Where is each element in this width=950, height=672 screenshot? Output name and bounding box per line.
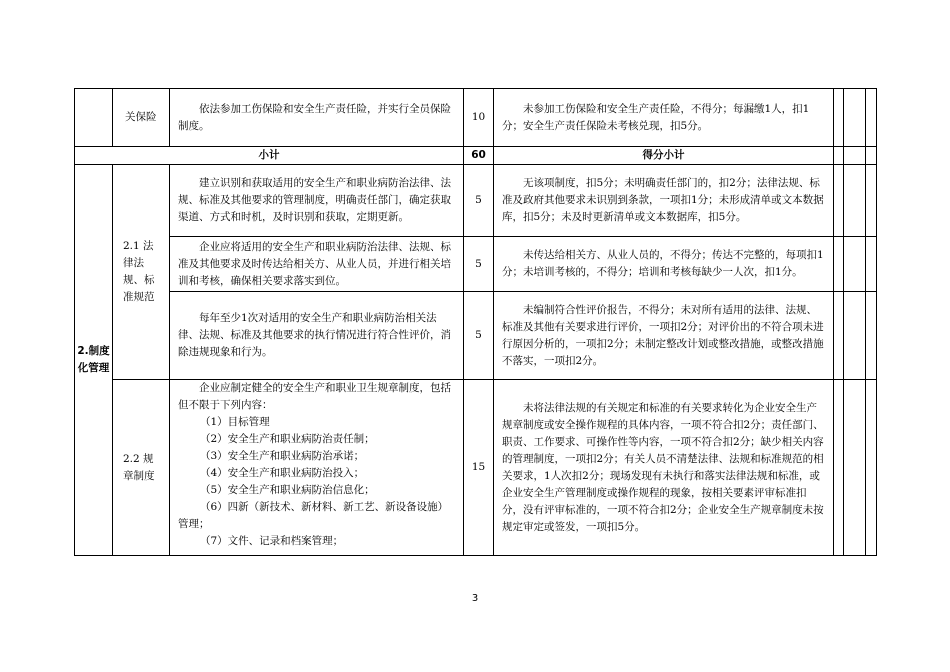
item-name: 关保险 (125, 111, 157, 123)
rules-intro: 企业应制定健全的安全生产和职业卫生规章制度，包括但不限于下列内容： (178, 382, 451, 411)
content-cell (170, 237, 464, 292)
rule-cell (494, 89, 834, 147)
deduct-subtotal-label: 得分小计 (642, 149, 685, 161)
page-number: 3 (471, 593, 479, 604)
content-cell (170, 292, 464, 380)
item-law-label: 2.1 法律法规、标准规范 (123, 240, 155, 303)
content-text: 每年至少1次对适用的安全生产和职业病防治相关法律、法规、标准及其他要求的执行情况进行符合性评价，消除违规现象和行为。 (178, 312, 451, 358)
rule-cell (494, 165, 834, 237)
list-item: （1）目标管理 (200, 416, 270, 428)
blank-cell-1 (834, 147, 844, 165)
table-row-law-2 (75, 237, 877, 292)
table-row-law-3 (75, 292, 877, 380)
content-text: 建立识别和获取适用的安全生产和职业病防治法律、法规、标准及其他要求的管理制度，明确责任部门，确定获取渠道、方式和时机，及时识别和获取，定期更新。 (178, 177, 451, 223)
standards-table (74, 88, 877, 556)
score-value: 5 (475, 257, 482, 270)
blank-cell-2 (844, 380, 866, 556)
rule-cell (494, 292, 834, 380)
item-rules-cell (113, 380, 170, 556)
content-cell (170, 165, 464, 237)
rule-text: 无该项制度，扣5分；未明确责任部门的，扣2分；法律法规、标准及政府其他要求未识别到条款，一项扣1分；未形成清单或文本数据库，扣5分；未及时更新清单或文本数据库，扣5分。 (502, 177, 824, 223)
list-item: （3）安全生产和职业病防治承诺； (200, 450, 365, 462)
score-cell (464, 165, 494, 237)
blank-cell-2 (844, 237, 866, 292)
item-law-cell (113, 165, 170, 380)
blank-cell-1 (834, 89, 844, 147)
blank-cell-2 (844, 147, 866, 165)
score-cell (464, 89, 494, 147)
table-row-insurance (75, 89, 877, 147)
list-item: （6）四新（新技术、新材料、新工艺、新设备设施）管理； (178, 501, 449, 530)
subtotal-score-cell (464, 147, 494, 165)
content-cell (170, 380, 464, 556)
rule-text: 未编制符合性评价报告，不得分；未对所有适用的法律、法规、标准及其他有关要求进行评价，一项扣2分；对评价出的不符合项未进行原因分析的，一项扣2分；未制定整改计划或整改措施，或整改措施不落实，一项扣2分。 (502, 303, 824, 367)
item-name-cell (113, 89, 170, 147)
content-text: 企业应将适用的安全生产和职业病防治法律、法规、标准及其他要求及时传达给相关方、从业人员，并进行相关培训和考核，确保相关要求落实到位。 (178, 240, 451, 287)
table-row-law-1 (75, 165, 877, 237)
rule-text: 未传达给相关方、从业人员的，不得分；传达不完整的，每项扣1分；未培训考核的，不得分；培训和考核每缺少一人次，扣1分。 (502, 249, 824, 278)
deduct-subtotal-cell (494, 147, 834, 165)
rule-text: 未将法律法规的有关规定和标准的有关要求转化为企业安全生产规章制度或安全操作规程的具体内容，一项不符合扣2分；责任部门、职责、工作要求、可操作性等内容，一项不符合扣2分；缺少相关内容的管理制度，一项扣2分；有关人员不清楚法律、法规和标准规范的相关要求，1人次扣2分；现场发现有未执行和落实法律法规和标准，或企业安全生产管理制度或操作规程的现象，按相关要素评审标准扣分，没有评审标准的，一项不符合扣2分；企业安全生产规章制度未按规定审定或签发，一项扣5分。 (502, 401, 824, 533)
blank-cell-1 (834, 292, 844, 380)
list-item: （7）文件、记录和档案管理； (200, 535, 344, 547)
list-item: （5）安全生产和职业病防治信息化； (200, 484, 375, 496)
subtotal-label-cell (75, 147, 464, 165)
blank-cell-1 (834, 380, 844, 556)
score-cell (464, 237, 494, 292)
section-label: 2.制度化管理 (77, 345, 110, 374)
score-value: 5 (475, 329, 482, 341)
blank-cell-2 (844, 165, 866, 237)
rule-cell (494, 380, 834, 556)
blank-cell-3 (866, 89, 877, 147)
section-label-cell (75, 165, 113, 556)
score-cell (464, 380, 494, 556)
section-cell-blank (75, 89, 113, 147)
subtotal-score: 60 (471, 149, 486, 161)
rule-text: 未参加工伤保险和安全生产责任险，不得分；每漏缴1人，扣1分；安全生产责任保险未考核兑现，扣5分。 (502, 102, 810, 132)
score-value: 10 (471, 111, 486, 123)
blank-cell-1 (834, 165, 844, 237)
subtotal-label: 小计 (258, 149, 280, 161)
score-value: 15 (471, 461, 486, 473)
rule-cell (494, 237, 834, 292)
content-text: 依法参加工伤保险和安全生产责任险，并实行全员保险制度。 (178, 102, 451, 132)
table-row-rules (75, 380, 877, 556)
blank-cell-3 (866, 380, 877, 556)
blank-cell-3 (866, 292, 877, 380)
content-cell (170, 89, 464, 147)
blank-cell-2 (844, 292, 866, 380)
list-item: （4）安全生产和职业病防治投入； (200, 467, 365, 479)
score-cell (464, 292, 494, 380)
blank-cell-3 (866, 165, 877, 237)
blank-cell-2 (844, 89, 866, 147)
table-row-subtotal (75, 147, 877, 165)
blank-cell-3 (866, 237, 877, 292)
list-item: （2）安全生产和职业病防治责任制； (200, 433, 375, 445)
item-rules-label: 2.2 规章制度 (123, 452, 155, 482)
score-value: 5 (475, 194, 482, 206)
blank-cell-3 (866, 147, 877, 165)
blank-cell-1 (834, 237, 844, 292)
